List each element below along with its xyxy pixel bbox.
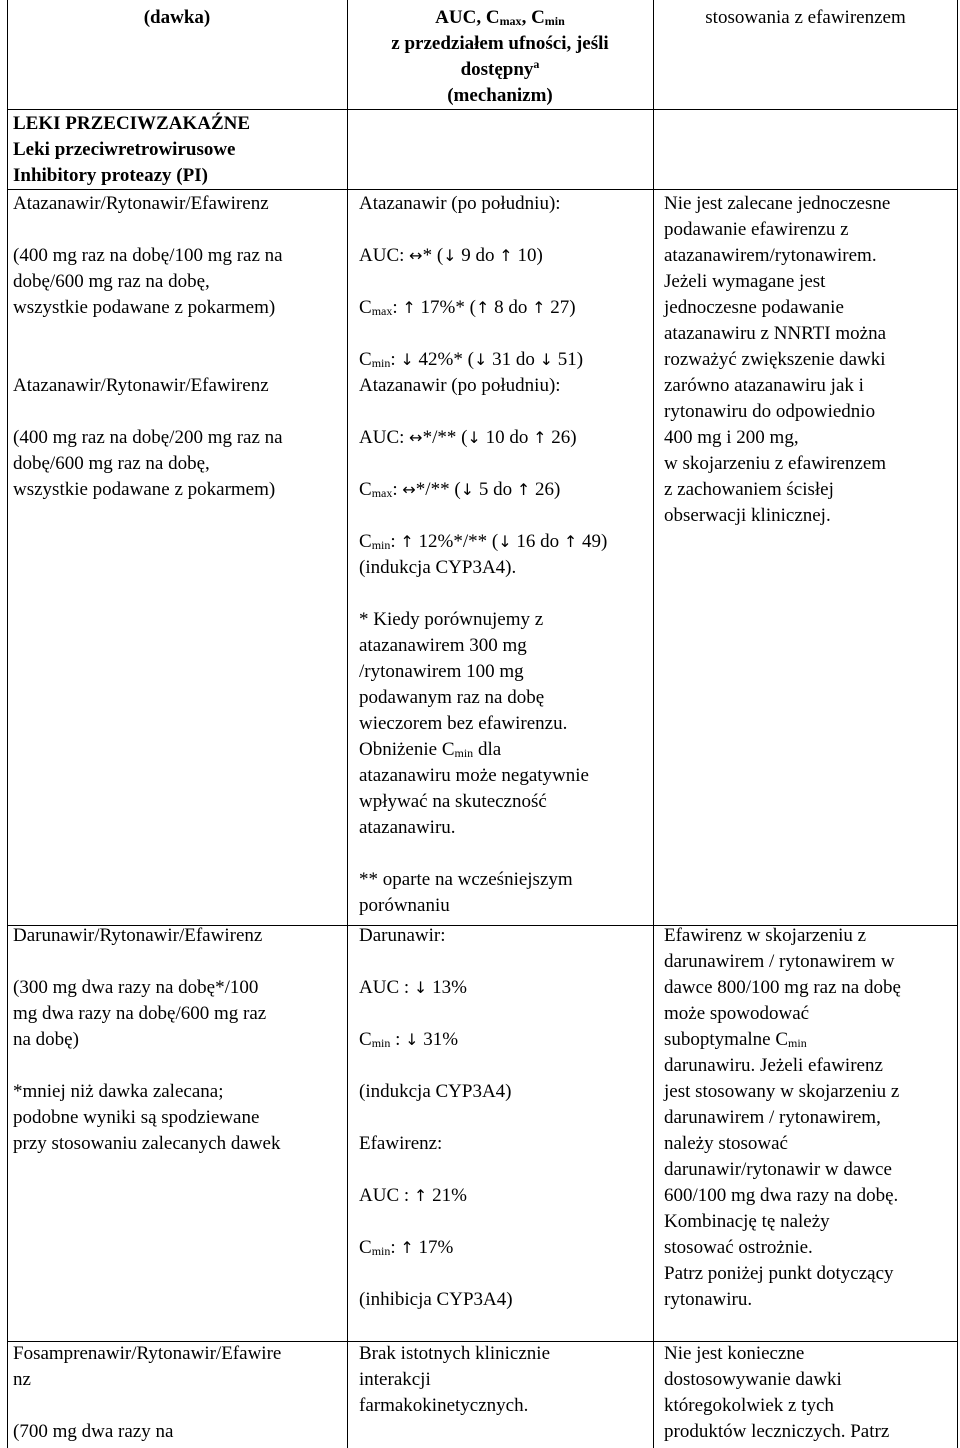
pk-auc — [359, 425, 607, 451]
note-line: wieczorem bez efawirenzu. — [359, 713, 568, 734]
dose-line: wszystkie podawane z pokarmem) — [13, 479, 276, 500]
c-label: C — [359, 479, 372, 500]
header-col2-footnote-mark: a — [533, 57, 540, 71]
dose-line: (400 mg raz na dobę/100 mg raz na — [13, 245, 283, 266]
down-arrow-icon: ↓ — [473, 350, 488, 369]
note-line: atazanawirem 300 mg — [359, 635, 527, 656]
rec-line — [664, 1027, 901, 1053]
header-col2-line3 — [348, 57, 652, 83]
rec-line: darunawiru. Jeżeli efawirenz — [664, 1055, 883, 1076]
drug-name: Darunawir/Rytonawir/Efawirenz — [13, 925, 263, 946]
rec-line: Jeżeli wymagane jest — [664, 271, 826, 292]
header-col2-line4: (mechanizm) — [447, 85, 553, 106]
value-text: : — [392, 297, 403, 318]
section-antiretrovirals: Leki przeciwretrowirusowe — [13, 139, 236, 160]
value-text: 12%*/** ( — [413, 531, 499, 552]
rec-line: Kombinację tę należy — [664, 1211, 830, 1232]
section-headings — [13, 111, 250, 189]
auc-label: AUC : — [359, 977, 414, 998]
dose-line: dobę/600 mg raz na dobę, — [13, 271, 210, 292]
footnote-line: *mniej niż dawka zalecana; — [13, 1081, 224, 1102]
value-text: 27) — [545, 297, 576, 318]
section-anti-infectives: LEKI PRZECIWZAKAŹNE — [13, 113, 251, 134]
pk-cmin — [359, 1027, 513, 1053]
auc-label: AUC: — [359, 245, 410, 266]
dose-line: dobę/600 mg raz na dobę, — [13, 453, 210, 474]
rec-line: zarówno atazanawiru jak i — [664, 375, 864, 396]
value-text: */** ( — [415, 479, 461, 500]
pk-cmin — [359, 1235, 513, 1261]
rec-line: rozważyć zwiększenie dawki — [664, 349, 886, 370]
value-text: 42%* ( — [413, 349, 474, 370]
value-text: 13% — [427, 977, 467, 998]
header-col2-line2: z przedziałem ufności, jeśli — [391, 33, 609, 54]
table-border-right — [957, 0, 958, 1448]
up-arrow-icon: ↑ — [532, 298, 546, 317]
down-arrow-icon: ↓ — [539, 350, 554, 369]
fosamprenavir-regimen — [13, 1341, 281, 1445]
header-col2-cmin-label: , C — [521, 7, 545, 28]
up-arrow-icon: ↑ — [400, 1238, 414, 1257]
down-arrow-icon: ↓ — [460, 480, 475, 499]
note-line: * Kiedy porównujemy z — [359, 609, 544, 630]
min-sub: min — [371, 1036, 391, 1050]
value-text: 10 do — [480, 427, 534, 448]
value-text: 26) — [530, 479, 561, 500]
note-text: Obniżenie C — [359, 739, 455, 760]
note-line: porównaniu — [359, 895, 450, 916]
rec-line: któregokolwiek z tych — [664, 1395, 834, 1416]
down-arrow-icon: ↓ — [467, 428, 481, 447]
rec-line: dostosowywanie dawki — [664, 1369, 842, 1390]
c-label: C — [359, 1237, 372, 1258]
value-text: 16 do — [511, 531, 564, 552]
value-text: 17% — [413, 1237, 454, 1258]
rec-line: darunawir/rytonawir w dawce — [664, 1159, 892, 1180]
auc-label: AUC : — [359, 1185, 414, 1206]
no-change-arrow-icon: ↔ — [409, 428, 423, 447]
rec-line: Nie jest konieczne — [664, 1343, 805, 1364]
rec-line: darunawirem / rytonawirem, — [664, 1107, 881, 1128]
value-text: 51) — [553, 349, 584, 370]
fosamprenavir-recommendation — [664, 1341, 889, 1445]
rec-line: Nie jest zalecane jednoczesne — [664, 193, 891, 214]
table-border-left — [7, 0, 8, 1448]
value-text: : — [390, 1237, 401, 1258]
darunavir-regimen — [13, 923, 280, 1157]
rec-line: rytonawiru do odpowiednio — [664, 401, 876, 422]
c-label: C — [359, 349, 372, 370]
rec-line: stosować ostrożnie. — [664, 1237, 813, 1258]
max-sub: max — [371, 304, 393, 318]
pk-auc — [359, 1183, 513, 1209]
up-arrow-icon: ↑ — [563, 532, 578, 551]
rec-line: 400 mg i 200 mg, — [664, 427, 799, 448]
no-change-arrow-icon: ↔ — [409, 246, 423, 265]
no-change-arrow-icon: ↔ — [402, 480, 416, 499]
rec-line: atazanawirem/rytonawirem. — [664, 245, 877, 266]
table-column-divider-1 — [347, 0, 348, 1448]
value-text: 26) — [546, 427, 577, 448]
dose-line: (400 mg raz na dobę/200 mg raz na — [13, 427, 283, 448]
pk-title: Efawirenz: — [359, 1133, 443, 1154]
pk-cmax — [359, 295, 607, 321]
up-arrow-icon: ↑ — [413, 1186, 428, 1205]
min-sub: min — [371, 1244, 391, 1258]
min-sub: min — [788, 1036, 807, 1050]
rec-line: w skojarzeniu z efawirenzem — [664, 453, 887, 474]
rec-line: atazanawiru z NNRTI można — [664, 323, 887, 344]
rec-line: rytonawiru. — [664, 1289, 753, 1310]
pk-mechanism: (indukcja CYP3A4). — [359, 557, 517, 578]
max-sub: max — [371, 486, 393, 500]
rec-line: należy stosować — [664, 1133, 788, 1154]
header-col3 — [654, 5, 957, 31]
rec-line: jednoczesne podawanie — [664, 297, 844, 318]
value-text: : — [390, 1029, 406, 1050]
up-arrow-icon: ↑ — [533, 428, 547, 447]
darunavir-pk — [359, 923, 513, 1313]
drug-name: nz — [13, 1369, 31, 1390]
down-arrow-icon: ↓ — [405, 1030, 419, 1049]
rec-line: jest stosowany w skojarzeniu z — [664, 1081, 900, 1102]
pk-line: farmakokinetycznych. — [359, 1395, 529, 1416]
dose-line: (700 mg dwa razy na — [13, 1421, 174, 1442]
value-text: 31 do — [487, 349, 540, 370]
atazanavir-regimen-2 — [13, 373, 283, 503]
footnote-line: przy stosowaniu zalecanych dawek — [13, 1133, 281, 1154]
rec-line: może spowodować — [664, 1003, 810, 1024]
pk-cmin — [359, 347, 607, 373]
down-arrow-icon: ↓ — [443, 246, 457, 265]
auc-label: AUC: — [359, 427, 410, 448]
dose-line: wszystkie podawane z pokarmem) — [13, 297, 276, 318]
note-line: /rytonawirem 100 mg — [359, 661, 524, 682]
rec-line: z zachowaniem ścisłej — [664, 479, 834, 500]
min-sub: min — [371, 356, 391, 370]
rec-line: dawce 800/100 mg raz na dobę — [664, 977, 901, 998]
pk-auc — [359, 975, 513, 1001]
rec-line: Patrz poniżej punkt dotyczący — [664, 1263, 894, 1284]
pk-mechanism: (inhibicja CYP3A4) — [359, 1289, 513, 1310]
value-text: : — [390, 531, 401, 552]
value-text: 31% — [418, 1029, 459, 1050]
down-arrow-icon: ↓ — [498, 532, 512, 551]
atazanavir-pk-1 — [359, 191, 607, 919]
fosamprenavir-pk — [359, 1341, 550, 1419]
header-col1-text: (dawka) — [143, 7, 211, 28]
c-label: C — [359, 1029, 372, 1050]
drug-name: Atazanawir/Rytonawir/Efawirenz — [13, 193, 269, 214]
pk-auc — [359, 243, 607, 269]
header-col2-available: dostępny — [460, 59, 534, 80]
dose-line: mg dwa razy na dobę/600 mg raz — [13, 1003, 267, 1024]
c-label: C — [359, 297, 372, 318]
value-text: * ( — [422, 245, 444, 266]
rec-line: Efawirenz w skojarzeniu z — [664, 925, 867, 946]
value-text: 5 do — [474, 479, 517, 500]
drug-name: Fosamprenawir/Rytonawir/Efawire — [13, 1343, 282, 1364]
c-label: C — [359, 531, 372, 552]
down-arrow-icon: ↓ — [400, 350, 414, 369]
value-text: */** ( — [422, 427, 468, 448]
value-text: 21% — [427, 1185, 467, 1206]
note-line: atazanawiru. — [359, 817, 456, 838]
pk-title: Atazanawir (po południu): — [359, 193, 561, 214]
pk-line: interakcji — [359, 1369, 431, 1390]
up-arrow-icon: ↑ — [516, 480, 531, 499]
header-col2 — [348, 5, 652, 109]
pk-title: Atazanawir (po południu): — [359, 375, 561, 396]
value-text: 17%* ( — [415, 297, 476, 318]
value-text: 49) — [577, 531, 608, 552]
pk-cmin — [359, 529, 607, 555]
value-text: 8 do — [489, 297, 533, 318]
pk-title: Darunawir: — [359, 925, 446, 946]
header-col2-min-sub: min — [544, 14, 565, 28]
note-line: ** oparte na wcześniejszym — [359, 869, 573, 890]
value-text: 9 do — [456, 245, 500, 266]
pk-line: Brak istotnych klinicznie — [359, 1343, 551, 1364]
section-protease-inhibitors: Inhibitory proteazy (PI) — [13, 165, 208, 186]
note-line: atazanawiru może negatywnie — [359, 765, 589, 786]
value-text: : — [390, 349, 401, 370]
rec-line: darunawirem / rytonawirem w — [664, 951, 895, 972]
note-line: podawanym raz na dobę — [359, 687, 545, 708]
up-arrow-icon: ↑ — [400, 532, 414, 551]
header-col2-line1 — [348, 5, 652, 31]
up-arrow-icon: ↑ — [499, 246, 513, 265]
header-col1 — [8, 5, 346, 31]
value-text: : — [392, 479, 403, 500]
note-line — [359, 737, 607, 763]
rec-line: obserwacji klinicznej. — [664, 505, 831, 526]
min-sub: min — [454, 746, 474, 760]
header-col3-text: stosowania z efawirenzem — [705, 7, 906, 28]
footnote-line: podobne wyniki są spodziewane — [13, 1107, 260, 1128]
dose-line: (300 mg dwa razy na dobę*/100 — [13, 977, 259, 998]
up-arrow-icon: ↑ — [402, 298, 416, 317]
note-text: dla — [473, 739, 502, 760]
table-column-divider-2 — [653, 0, 654, 1448]
atazanavir-recommendation — [664, 191, 890, 529]
note-line: wpływać na skuteczność — [359, 791, 547, 812]
rec-line: produktów leczniczych. Patrz — [664, 1421, 890, 1442]
pk-cmax — [359, 477, 607, 503]
header-row-divider — [7, 109, 958, 110]
up-arrow-icon: ↑ — [475, 298, 490, 317]
rec-text: suboptymalne C — [664, 1029, 789, 1050]
value-text: 10) — [512, 245, 543, 266]
header-col2-max-sub: max — [499, 14, 522, 28]
dose-line: na dobę) — [13, 1029, 79, 1050]
header-col2-auc-cmax-label: AUC, C — [435, 7, 500, 28]
atazanavir-regimen-1 — [13, 191, 283, 321]
down-arrow-icon: ↓ — [413, 978, 428, 997]
darunavir-recommendation — [664, 923, 901, 1313]
min-sub: min — [371, 538, 391, 552]
rec-line: podawanie efawirenzu z — [664, 219, 849, 240]
rec-line: 600/100 mg dwa razy na dobę. — [664, 1185, 899, 1206]
pk-mechanism: (indukcja CYP3A4) — [359, 1081, 512, 1102]
section-row-divider — [7, 189, 958, 190]
drug-name: Atazanawir/Rytonawir/Efawirenz — [13, 375, 269, 396]
